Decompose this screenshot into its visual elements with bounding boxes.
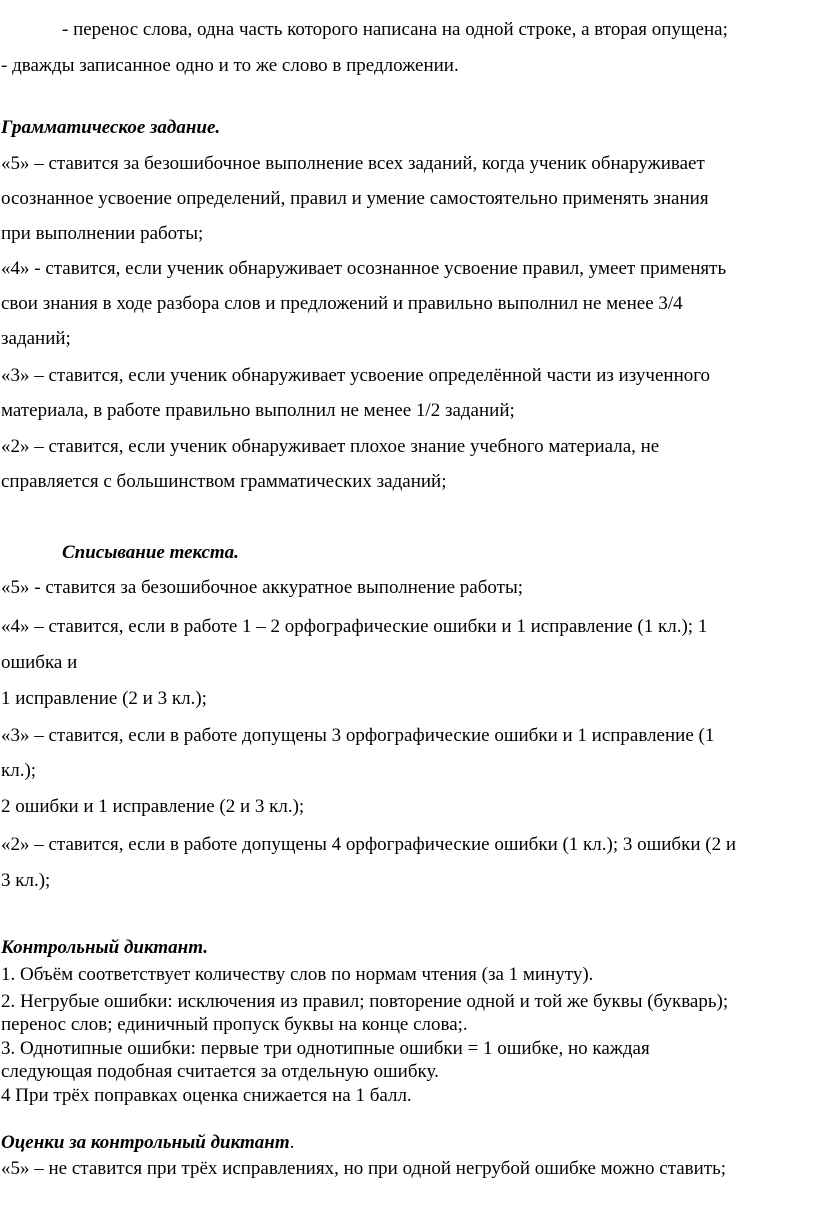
copying-line-9: 3 кл.); xyxy=(1,870,51,891)
grades-heading-line xyxy=(1,1133,294,1152)
grammar-line-8: материала, в работе правильно выполнил не менее 1/2 заданий; xyxy=(1,400,515,421)
copying-line-6: кл.); xyxy=(1,760,37,781)
grades-heading-dot: . xyxy=(289,1132,295,1153)
grammar-line-10: справляется с большинством грамматических заданий; xyxy=(1,471,447,492)
copying-line-7: 2 ошибки и 1 исправление (2 и 3 кл.); xyxy=(1,796,305,817)
intro-line-2: - дважды записанное одно и то же слово в предложении. xyxy=(1,55,459,76)
grades-heading: Оценки за контрольный диктант xyxy=(1,1132,290,1153)
dictation-line-2: 2. Негрубые ошибки: исключения из правил; повторение одной и той же буквы (букварь); xyxy=(1,991,729,1012)
grammar-line-4: «4» - ставится, если ученик обнаруживает осознанное усвоение правил, умеет применять xyxy=(1,258,727,279)
grammar-line-7: «3» – ставится, если ученик обнаруживает усвоение определённой части из изученного xyxy=(1,365,711,386)
grammar-line-1: «5» – ставится за безошибочное выполнение всех заданий, когда ученик обнаруживает xyxy=(1,153,705,174)
grammar-line-9: «2» – ставится, если ученик обнаруживает плохое знание учебного материала, не xyxy=(1,436,660,457)
grammar-line-2: осознанное усвоение определений, правил и умение самостоятельно применять знания xyxy=(1,188,709,209)
copying-line-3: ошибка и xyxy=(1,652,78,673)
copying-line-8: «2» – ставится, если в работе допущены 4 орфографические ошибки (1 кл.); 3 ошибки (2 и xyxy=(1,834,736,855)
copying-line-2: «4» – ставится, если в работе 1 – 2 орфографические ошибки и 1 исправление (1 кл.); 1 xyxy=(1,616,708,637)
copying-line-5: «3» – ставится, если в работе допущены 3 орфографические ошибки и 1 исправление (1 xyxy=(1,725,715,746)
copying-line-1: «5» - ставится за безошибочное аккуратное выполнение работы; xyxy=(1,577,524,598)
grammar-heading: Грамматическое задание. xyxy=(1,117,221,138)
copying-line-4: 1 исправление (2 и 3 кл.); xyxy=(1,688,207,709)
dictation-line-1: 1. Объём соответствует количеству слов по нормам чтения (за 1 минуту). xyxy=(1,964,594,985)
intro-line-1: - перенос слова, одна часть которого написана на одной строке, а вторая опущена; xyxy=(62,19,728,40)
dictation-line-4: 3. Однотипные ошибки: первые три однотипные ошибки = 1 ошибке, но каждая xyxy=(1,1038,650,1059)
grammar-line-5: свои знания в ходе разбора слов и предложений и правильно выполнил не менее 3/4 xyxy=(1,293,683,314)
dictation-heading: Контрольный диктант. xyxy=(1,937,208,958)
dictation-line-5: следующая подобная считается за отдельную ошибку. xyxy=(1,1061,439,1082)
grammar-line-6: заданий; xyxy=(1,328,71,349)
dictation-line-3: перенос слов; единичный пропуск буквы на конце слова;. xyxy=(1,1014,468,1035)
grammar-line-3: при выполнении работы; xyxy=(1,223,204,244)
dictation-line-6: 4 При трёх поправках оценка снижается на 1 балл. xyxy=(1,1085,412,1106)
grades-line-1: «5» – не ставится при трёх исправлениях, но при одной негрубой ошибке можно ставить; xyxy=(1,1158,727,1179)
copying-heading: Списывание текста. xyxy=(62,542,239,563)
